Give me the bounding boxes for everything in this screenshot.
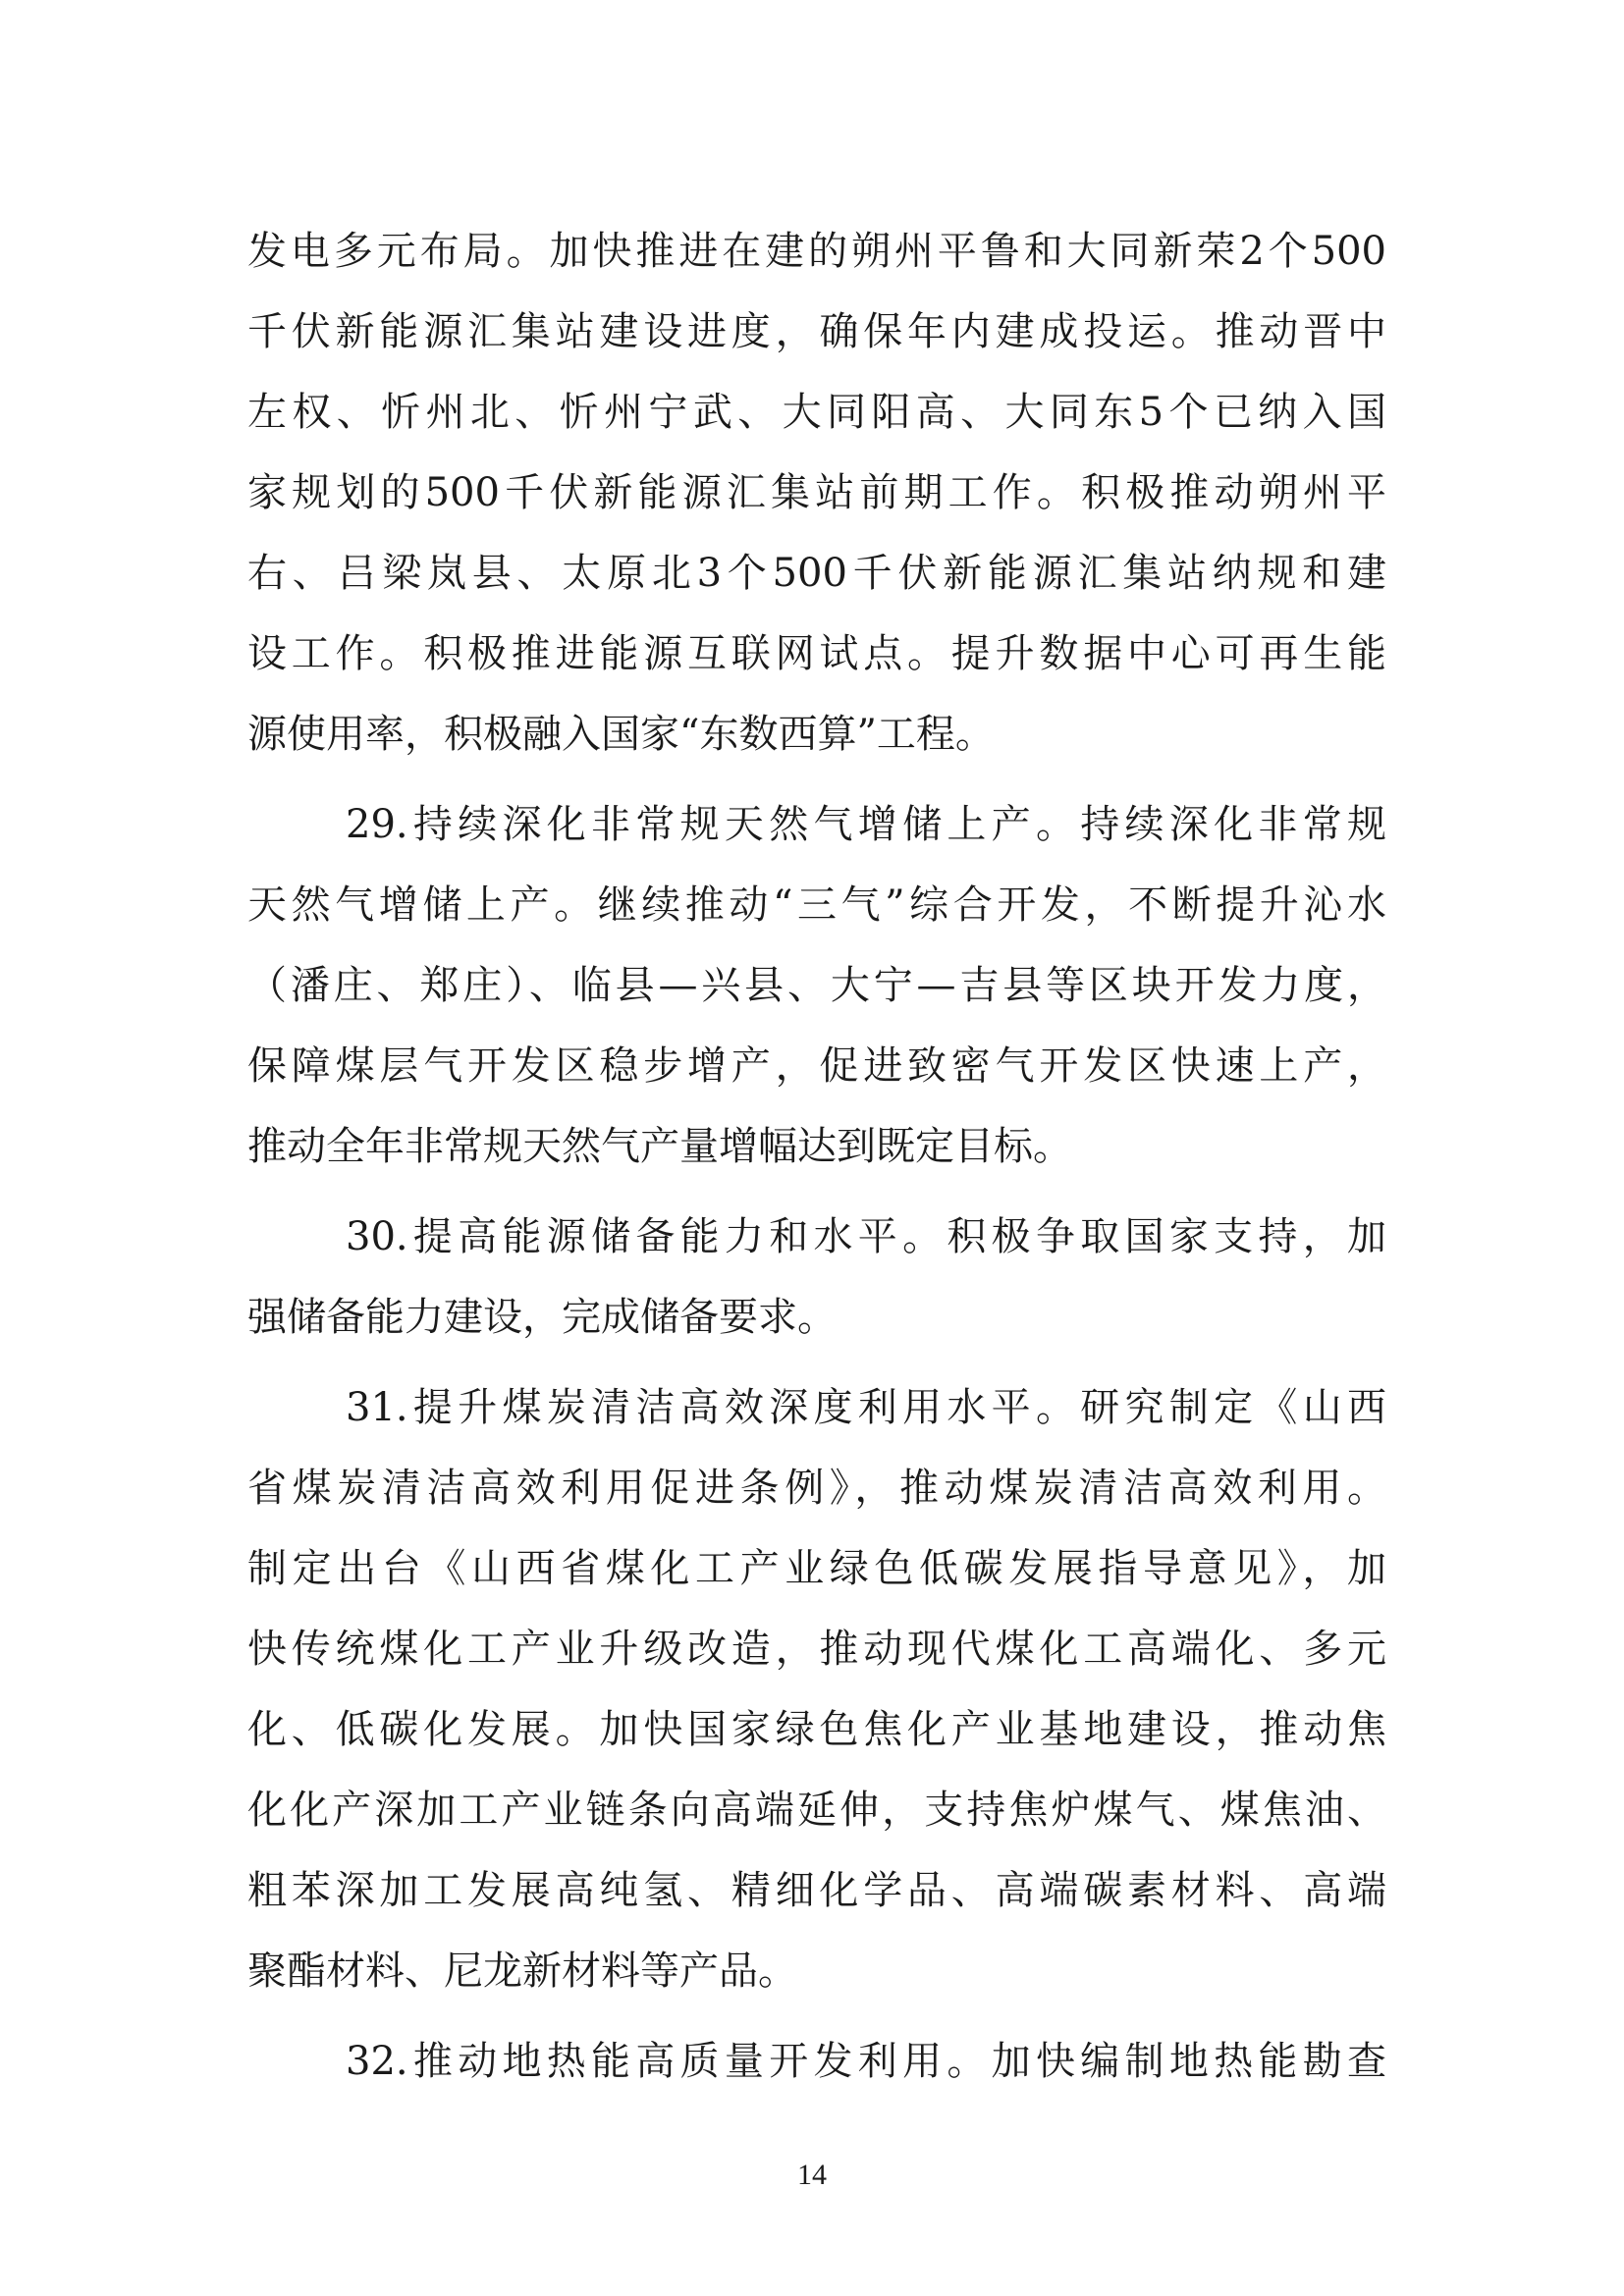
text-line: 千伏新能源汇集站建设进度，确保年内建成投运。推动晋中 (247, 309, 1386, 354)
text-line: 化、低碳化发展。加快国家绿色焦化产业基地建设，推动焦 (247, 1707, 1386, 1752)
text-line: 发电多元布局。加快推进在建的朔州平鲁和大同新荣2个500 (247, 229, 1386, 274)
text-line: 家规划的500千伏新能源汇集站前期工作。积极推动朔州平 (247, 470, 1386, 515)
section-29-heading-line: 29.持续深化非常规天然气增储上产。持续深化非常规 (346, 802, 1386, 847)
text-line: 制定出台《山西省煤化工产业绿色低碳发展指导意见》，加 (247, 1546, 1386, 1591)
text-line: （潘庄、郑庄）、临县—兴县、大宁—吉县等区块开发力度， (247, 963, 1386, 1008)
text-line: 快传统煤化工产业升级改造，推动现代煤化工高端化、多元 (247, 1627, 1386, 1672)
text-line: 左权、忻州北、忻州宁武、大同阳高、大同东5个已纳入国 (247, 390, 1386, 435)
paragraph-last-line: 推动全年非常规天然气产量增幅达到既定目标。 (247, 1124, 1072, 1169)
text-line: 化化产深加工产业链条向高端延伸，支持焦炉煤气、煤焦油、 (247, 1788, 1386, 1833)
text-line: 天然气增储上产。继续推动“三气”综合开发，不断提升沁水 (247, 882, 1386, 928)
section-32-heading-line: 32.推动地热能高质量开发利用。加快编制地热能勘查 (346, 2039, 1386, 2084)
paragraph-last-line: 强储备能力建设，完成储备要求。 (247, 1295, 837, 1340)
paragraph-last-line: 聚酯材料、尼龙新材料等产品。 (247, 1949, 797, 1994)
section-31-heading-line: 31.提升煤炭清洁高效深度利用水平。研究制定《山西 (346, 1385, 1386, 1430)
text-line: 粗苯深加工发展高纯氢、精细化学品、高端碳素材料、高端 (247, 1868, 1386, 1913)
text-line: 保障煤层气开发区稳步增产，促进致密气开发区快速上产， (247, 1043, 1386, 1089)
text-line: 右、吕梁岚县、太原北3个500千伏新能源汇集站纳规和建 (247, 551, 1386, 596)
text-line: 省煤炭清洁高效利用促进条例》，推动煤炭清洁高效利用。 (247, 1466, 1386, 1511)
section-30-heading-line: 30.提高能源储备能力和水平。积极争取国家支持，加 (346, 1214, 1386, 1259)
page-number: 14 (797, 2159, 827, 2191)
paragraph-last-line: 源使用率，积极融入国家“东数西算”工程。 (247, 712, 995, 757)
text-line: 设工作。积极推进能源互联网试点。提升数据中心可再生能 (247, 631, 1386, 676)
